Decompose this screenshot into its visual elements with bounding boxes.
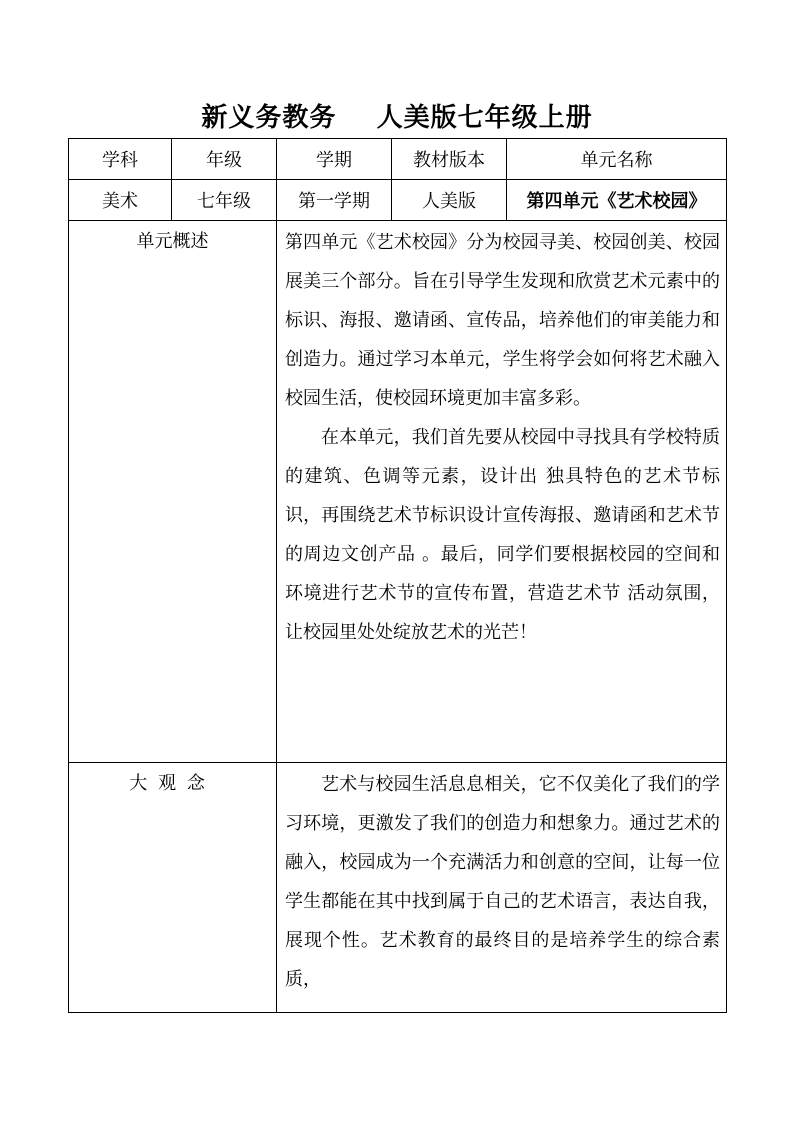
big-concept-label: 大观念 <box>129 773 216 794</box>
value-subject: 美术 <box>69 180 172 221</box>
header-semester: 学期 <box>277 139 392 180</box>
value-grade: 七年级 <box>172 180 277 221</box>
unit-plan-table <box>68 138 727 1013</box>
overview-paragraph-2: 在本单元，我们首先要从校园中寻找具有学校特质的建筑、色调等元素，设计出 独具特色的艺术节标识，再围绕艺术节标识设计宣传海报、邀请函和艺术节的周边文创产品 。最后，同学们要根据校园的空间和环境进行艺术节的宣传布置，营造艺术节 活动氛围，让校园里处处绽放艺术的光芒！ <box>285 427 720 643</box>
value-semester: 第一学期 <box>277 180 392 221</box>
header-grade: 年级 <box>172 139 277 180</box>
overview-content <box>277 221 727 763</box>
table-header-row <box>69 139 727 180</box>
overview-label: 单元概述 <box>69 221 277 763</box>
header-unit-name: 单元名称 <box>507 139 727 180</box>
big-concept-paragraph-1: 艺术与校园生活息息相关，它不仅美化了我们的学习环境，更激发了我们的创造力和想象力。通过艺术的融入，校园成为一个充满活力和创意的空间，让每一位学生都能在其中找到属于自己的艺术语言，表达自我，展现个性。艺术教育的最终目的是培养学生的综合素质， <box>285 774 720 990</box>
header-textbook-version: 教材版本 <box>392 139 507 180</box>
value-textbook-version: 人美版 <box>392 180 507 221</box>
big-concept-content <box>277 763 727 1013</box>
big-concept-row <box>69 763 727 1013</box>
value-unit-name: 第四单元《艺术校园》 <box>507 180 727 221</box>
table-info-row <box>69 180 727 221</box>
document-title: 新义务教务 人美版七年级上册 <box>201 103 593 133</box>
big-concept-label-cell <box>69 763 277 1013</box>
overview-row <box>69 221 727 763</box>
overview-paragraph-1: 第四单元《艺术校园》分为校园寻美、校园创美、校园展美三个部分。旨在引导学生发现和欣赏艺术元素中的标识、海报、邀请函、宣传品，培养他们的审美能力和创造力。通过学习本单元，学生将学会如何将艺术融入校园生活，使校园环境更加丰富多彩。 <box>285 232 720 409</box>
header-subject: 学科 <box>69 139 172 180</box>
